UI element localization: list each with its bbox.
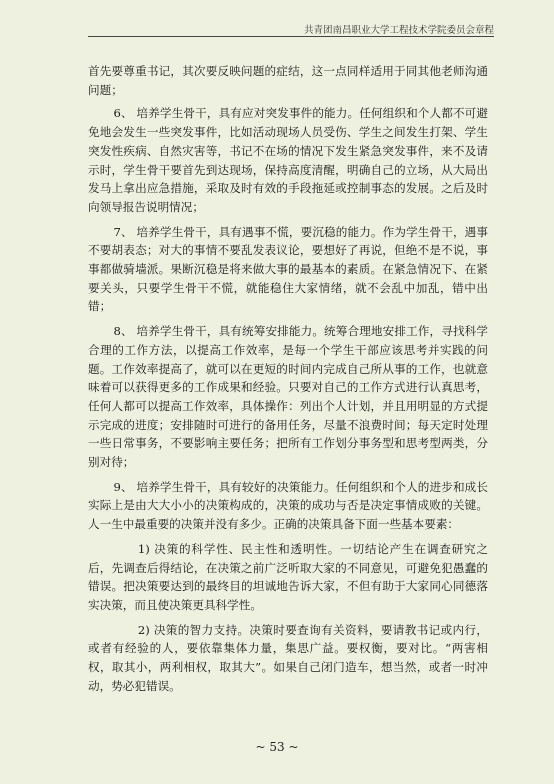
paragraph-item-6: 6、 培养学生骨干，具有应对突发事件的能力。任何组织和个人都不可避免地会发生一些突发事件，比如活动现场人员受伤、学生之间发生打架、学生突发性疾病、自然灾害等，书记不在场的情况下发生紧急突发事件，来不及请示时，学生骨干要首先到达现场，保持高度清醒，明确自己的立场，从大局出发马上拿出应急措施，采取及时有效的手段拖延或控制事态的发展。之后及时向领导报告说明情况； <box>88 106 488 214</box>
page-number: ~ 53 ~ <box>255 740 299 754</box>
paragraph-continuation: 首先要尊重书记，其次要反映问题的症结，这一点同样适用于同其他老师沟通问题； <box>88 64 488 97</box>
header-divider <box>88 36 494 37</box>
page-header-title: 共青团南昌职业大学工程技术学院委员会章程 <box>303 25 494 36</box>
paragraph-subitem-2: 2) 决策的智力支持。决策时要查询有关资料，要请教书记或内行，或者有经验的人，要依靠集体力量，集思广益。要权衡，要对比。“两害相权，取其小，两利相权，取其大”。如果自己闭门造车，想当然，或者一时冲动，势必犯错误。 <box>88 622 488 693</box>
paragraph-subitem-1: 1) 决策的科学性、民主性和透明性。一切结论产生在调查研究之后，先调查后得结论，在决策之前广泛听取大家的不同意见，可避免犯愚蠢的错误。把决策要达到的最终目的坦诚地告诉大家，不但有助于大家同心同德落实决策，而且使决策更具科学性。 <box>88 541 488 612</box>
paragraph-item-8: 8、 培养学生骨干，具有统筹安排能力。统筹合理地安排工作，寻找科学合理的工作方法，以提高工作效率，是每一个学生干部应该思考并实践的问题。工作效率提高了，就可以在更短的时间内完成自己所从事的工作，也就意味着可以获得更多的工作成果和经验。只要对自己的工作方式进行认真思考，任何人都可以提高工作效率，具体操作：列出个人计划，并且用明显的方式提示完成的进度；安排随时可进行的备用任务，尽量不浪费时间；每天定时处理一些日常事务，不要影响主要任务；把所有工作划分事务型和思考型两类，分别对待； <box>88 324 488 470</box>
paragraph-item-7: 7、 培养学生骨干，具有遇事不慌，要沉稳的能力。作为学生骨干，遇事不要胡表态；对大的事情不要乱发表议论，要想好了再说，但绝不是不说，事事都做骑墙派。果断沉稳是将来做大事的最基本的素质。在紧急情况下、在紧要关头，只要学生骨干不慌，就能稳住大家情绪，就不会乱中加乱，错中出错； <box>88 224 488 314</box>
paragraph-item-9: 9、 培养学生骨干，具有较好的决策能力。任何组织和个人的进步和成长实际上是由大大小小的决策构成的，决策的成功与否是决定事情成败的关键。人一生中最重要的决策并没有多少。正确的决策具备下面一些基本要素： <box>88 479 488 532</box>
page-body <box>88 62 488 702</box>
